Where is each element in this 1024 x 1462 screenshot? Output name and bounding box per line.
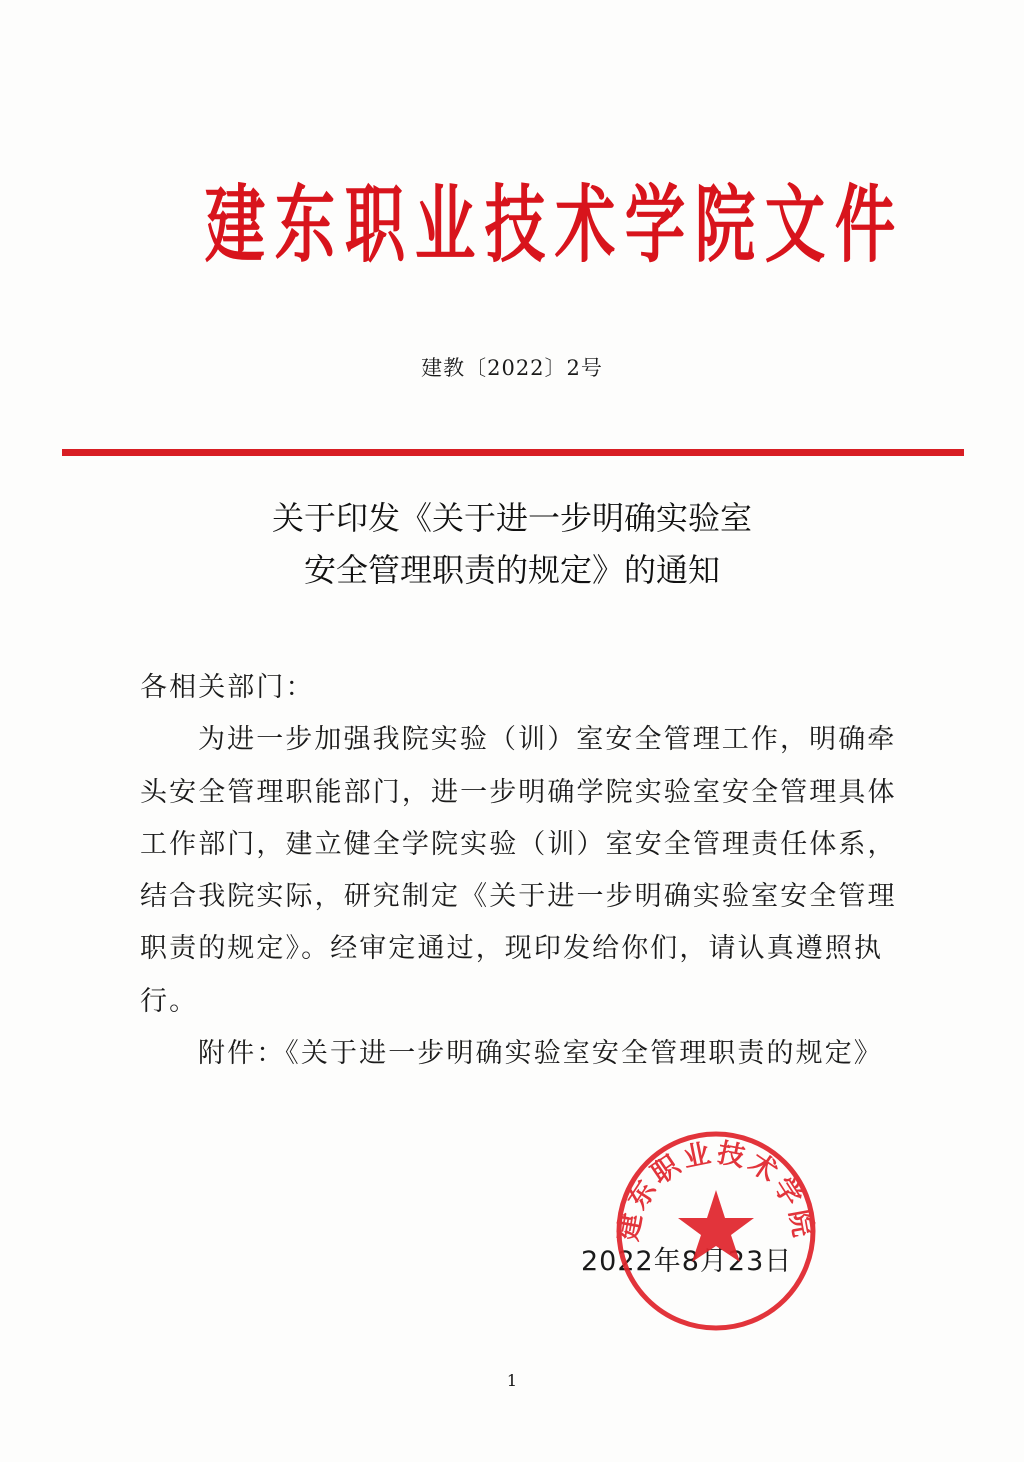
page-number: 1 [506,1371,518,1390]
document-number: 建教〔2022〕2号 [421,356,603,380]
masthead-char: 东 [274,175,336,274]
paragraph-line: 为进一步加强我院实验（训）室安全管理工作，明确牵 [198,724,897,756]
red-divider-rule [62,449,964,456]
issue-date: 2022年8月23日 [581,1246,793,1277]
salutation: 各相关部门： [140,672,315,703]
seal-text: 建东职业技术学院 [613,1137,819,1244]
masthead-char: 业 [414,175,476,274]
paragraph-line: 结合我院实际，研究制定《关于进一步明确实验室安全管理 [140,881,897,913]
masthead-char: 件 [834,175,896,274]
paragraph-line: 头安全管理职能部门，进一步明确学院实验室安全管理具体 [140,776,897,808]
notice-title [0,492,1024,596]
star-icon [678,1190,754,1262]
masthead-char: 学 [624,175,686,274]
notice-body [140,662,897,1080]
masthead-char: 建 [204,175,266,274]
notice-title-line-1: 关于印发《关于进一步明确实验室 [271,499,752,537]
attachment-line: 附件：《关于进一步明确实验室安全管理职责的规定》 [198,1038,883,1070]
paragraph-line: 工作部门，建立健全学院实验（训）室安全管理责任体系， [140,828,897,860]
masthead-char: 职 [344,175,406,274]
paragraph-line: 行。 [140,985,199,1017]
paragraph-line: 职责的规定》。经审定通过，现印发给你们，请认真遵照执 [140,933,884,965]
masthead-char: 院 [694,175,756,274]
masthead-char: 术 [554,175,616,274]
masthead-title [195,170,896,280]
official-seal-icon [613,1128,819,1334]
masthead-char: 技 [484,175,546,274]
notice-title-line-2: 安全管理职责的规定》的通知 [303,551,720,589]
masthead-char: 文 [764,175,826,274]
